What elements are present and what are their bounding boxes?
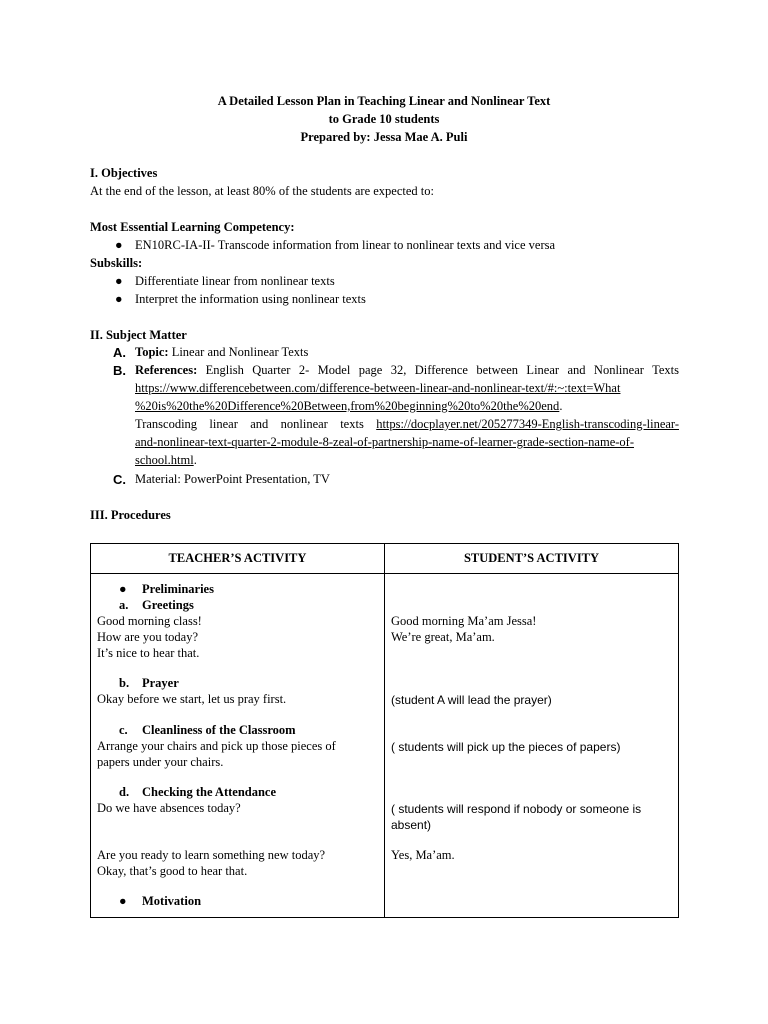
period: . — [193, 453, 197, 467]
preliminaries-title: Preliminaries — [142, 582, 214, 596]
list-marker: B. — [113, 363, 126, 378]
bullet-icon: ● — [115, 292, 123, 306]
material-text: Material: PowerPoint Presentation, TV — [135, 472, 330, 486]
greetings-title: Greetings — [142, 598, 194, 612]
motivation-title: Motivation — [142, 894, 202, 908]
topic-label: Topic: — [135, 345, 169, 359]
student-line: Yes, Ma’am. — [391, 848, 455, 862]
reference-text-3: Transcoding linear and nonlinear texts — [135, 417, 377, 431]
teacher-column-header: TEACHER’S ACTIVITY — [91, 544, 385, 574]
reference-link-2[interactable]: https://docplayer.net/205277349-English-transcoding-linear- — [376, 417, 679, 431]
procedures-table — [90, 543, 679, 918]
bullet-icon: ● — [115, 274, 123, 288]
subskills-heading: Subskills: — [90, 256, 143, 270]
teacher-line: Good morning class! — [97, 614, 202, 628]
reference-link-2-end[interactable]: school.html — [135, 453, 194, 467]
melc-heading: Most Essential Learning Competency: — [90, 220, 295, 234]
procedures-heading: III. Procedures — [90, 508, 171, 522]
reference-link-1-cont[interactable]: %20is%20the%20Difference%20Between,from%20beginning%20to%20the%20end — [135, 399, 560, 413]
reference-line-4 — [135, 435, 662, 450]
step-marker: d. — [119, 785, 130, 799]
title-line-1: A Detailed Lesson Plan in Teaching Linear and Nonlinear Text — [217, 94, 551, 108]
student-line: Good morning Ma’am Jessa! — [391, 614, 537, 628]
step-marker: c. — [119, 723, 128, 737]
title-line-2: to Grade 10 students — [328, 112, 440, 126]
reference-link-2-cont[interactable]: and-nonlinear-text-quarter-2-module-8-zeal-of-partnership-name-of-learner-grade-section-name-of- — [135, 435, 634, 449]
period: . — [559, 399, 563, 413]
subskill-text: Interpret the information using nonlinear texts — [135, 292, 366, 306]
student-line: We’re great, Ma’am. — [391, 630, 495, 644]
step-marker: a. — [119, 598, 129, 612]
student-line: ( students will pick up the pieces of papers) — [391, 740, 621, 754]
student-line: absent) — [391, 818, 432, 832]
teacher-line: Okay before we start, let us pray first. — [97, 692, 287, 706]
topic-value: Linear and Nonlinear Texts — [168, 345, 309, 359]
reference-line-3 — [135, 417, 679, 432]
reference-url-1a-row — [135, 381, 679, 396]
subskill-text: Differentiate linear from nonlinear texts — [135, 274, 335, 288]
teacher-line: Do we have absences today? — [97, 801, 241, 815]
student-line: (student A will lead the prayer) — [391, 693, 552, 707]
prayer-title: Prayer — [142, 676, 179, 690]
objectives-heading: I. Objectives — [90, 166, 158, 180]
cleanliness-title: Cleanliness of the Classroom — [142, 723, 296, 737]
list-marker: C. — [113, 472, 126, 487]
bullet-icon: ● — [119, 894, 127, 908]
bullet-icon: ● — [119, 582, 127, 596]
references-line1: English Quarter 2- Model page 32, Difference between Linear and Nonlinear Texts — [197, 363, 679, 377]
references-label: References: — [135, 363, 198, 377]
teacher-line: How are you today? — [97, 630, 199, 644]
reference-line-5 — [135, 453, 197, 468]
student-line: ( students will respond if nobody or someone is — [391, 802, 642, 816]
objectives-intro: At the end of the lesson, at least 80% of the students are expected to: — [90, 184, 434, 198]
prepared-by: Prepared by: Jessa Mae A. Puli — [300, 130, 468, 144]
reference-url-1b-row — [135, 399, 562, 414]
bullet-icon: ● — [115, 238, 123, 252]
teacher-line: Okay, that’s good to hear that. — [97, 864, 248, 878]
student-activity-cell — [385, 574, 679, 918]
teacher-line: papers under your chairs. — [97, 755, 224, 769]
melc-text: EN10RC-IA-II- Transcode information from linear to nonlinear texts and vice versa — [135, 238, 556, 252]
subject-matter-heading: II. Subject Matter — [90, 328, 187, 342]
teacher-line: It’s nice to hear that. — [97, 646, 200, 660]
reference-link-1[interactable]: https://www.differencebetween.com/difference-between-linear-and-nonlinear-text/#:~:text=What — [135, 381, 621, 395]
teacher-line: Are you ready to learn something new today? — [97, 848, 326, 862]
teacher-line: Arrange your chairs and pick up those pieces of — [97, 739, 336, 753]
attendance-title: Checking the Attendance — [142, 785, 277, 799]
list-marker: A. — [113, 345, 126, 360]
teacher-activity-cell — [91, 574, 385, 918]
student-column-header: STUDENT’S ACTIVITY — [385, 544, 679, 574]
step-marker: b. — [119, 676, 130, 690]
